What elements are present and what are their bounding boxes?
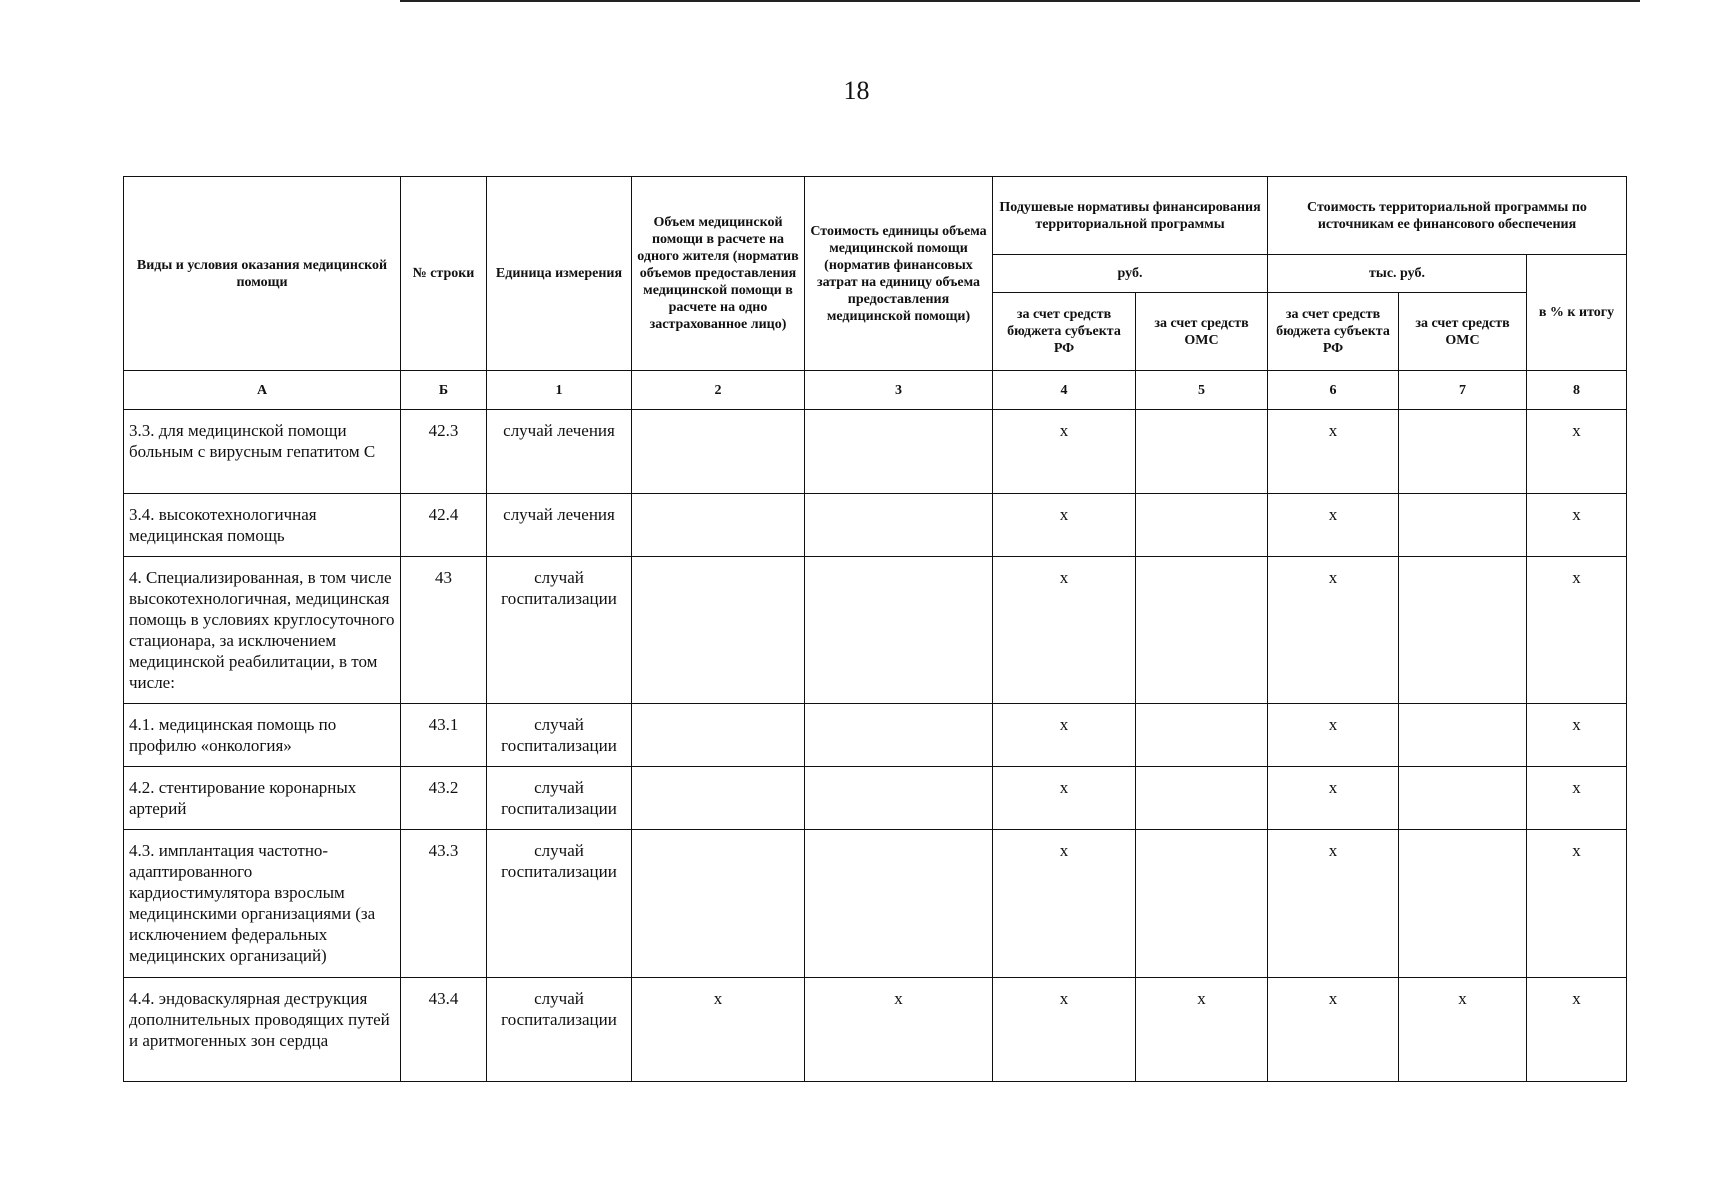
cell-col-3: х <box>805 978 993 1082</box>
index-cell: 6 <box>1268 371 1399 410</box>
page-edge <box>400 0 1640 2</box>
cell-col-3 <box>805 704 993 767</box>
row-number: 42.4 <box>401 494 487 557</box>
cell-col-2 <box>632 557 805 704</box>
cell-col-7 <box>1399 494 1527 557</box>
cell-col-6: х <box>1268 978 1399 1082</box>
row-number: 43.2 <box>401 767 487 830</box>
row-number: 43.1 <box>401 704 487 767</box>
cell-col-8: х <box>1527 978 1627 1082</box>
row-number: 43.4 <box>401 978 487 1082</box>
cell-col-6: х <box>1268 494 1399 557</box>
cell-col-5 <box>1136 830 1268 978</box>
financing-table <box>123 176 1627 1082</box>
cell-col-2 <box>632 494 805 557</box>
cell-col-2 <box>632 767 805 830</box>
cell-col-7 <box>1399 704 1527 767</box>
cell-col-7 <box>1399 767 1527 830</box>
cell-col-4: х <box>993 978 1136 1082</box>
cell-col-5 <box>1136 410 1268 494</box>
cell-col-4: х <box>993 704 1136 767</box>
cell-col-2 <box>632 410 805 494</box>
cell-col-8: х <box>1527 830 1627 978</box>
cell-col-7 <box>1399 410 1527 494</box>
row-unit: случай госпитализации <box>487 767 632 830</box>
cell-col-4: х <box>993 767 1136 830</box>
row-unit: случай госпитализации <box>487 704 632 767</box>
cell-col-5 <box>1136 557 1268 704</box>
row-name: 4. Специализированная, в том числе высокотехнологичная, медицинская помощь в условиях круглосуточного стационара, за исключением медицинской реабилитации, в том числе: <box>124 557 401 704</box>
cell-col-4: х <box>993 410 1136 494</box>
row-name: 4.2. стентирование коронарных артерий <box>124 767 401 830</box>
row-number: 42.3 <box>401 410 487 494</box>
cell-col-5 <box>1136 494 1268 557</box>
header-col-a: Виды и условия оказания медицинской помощи <box>124 177 401 371</box>
row-number: 43.3 <box>401 830 487 978</box>
header-col-5: за счет средств ОМС <box>1136 293 1268 371</box>
table-row <box>124 494 1627 557</box>
header-col-4: за счет средств бюджета субъекта РФ <box>993 293 1136 371</box>
page-number: 18 <box>843 76 870 105</box>
cell-col-8: х <box>1527 410 1627 494</box>
cell-col-2 <box>632 704 805 767</box>
table-row <box>124 978 1627 1082</box>
row-name: 3.3. для медицинской помощи больным с вирусным гепатитом С <box>124 410 401 494</box>
cell-col-3 <box>805 767 993 830</box>
row-number: 43 <box>401 557 487 704</box>
cell-col-4: х <box>993 830 1136 978</box>
cell-col-7 <box>1399 830 1527 978</box>
header-group-per-capita: Подушевые нормативы финансирования территориальной программы <box>993 177 1268 255</box>
index-cell: А <box>124 371 401 410</box>
header-unit-rub: руб. <box>993 255 1268 293</box>
index-cell: Б <box>401 371 487 410</box>
cell-col-4: х <box>993 557 1136 704</box>
cell-col-7 <box>1399 557 1527 704</box>
table-row <box>124 557 1627 704</box>
header-col-1: Единица измерения <box>487 177 632 371</box>
header-col-b: № строки <box>401 177 487 371</box>
cell-col-8: х <box>1527 704 1627 767</box>
cell-col-3 <box>805 494 993 557</box>
header-group-program-cost: Стоимость территориальной программы по источникам ее финансового обеспечения <box>1268 177 1627 255</box>
row-name: 3.4. высокотехнологичная медицинская помощь <box>124 494 401 557</box>
cell-col-6: х <box>1268 410 1399 494</box>
cell-col-5 <box>1136 704 1268 767</box>
table-row <box>124 830 1627 978</box>
row-unit: случай госпитализации <box>487 557 632 704</box>
table-row <box>124 410 1627 494</box>
cell-col-8: х <box>1527 767 1627 830</box>
index-cell: 2 <box>632 371 805 410</box>
cell-col-2 <box>632 830 805 978</box>
row-unit: случай госпитализации <box>487 978 632 1082</box>
cell-col-8: х <box>1527 557 1627 704</box>
cell-col-3 <box>805 830 993 978</box>
cell-col-3 <box>805 557 993 704</box>
table-row <box>124 767 1627 830</box>
cell-col-8: х <box>1527 494 1627 557</box>
cell-col-4: х <box>993 494 1136 557</box>
row-unit: случай лечения <box>487 494 632 557</box>
header-unit-thousand-rub: тыс. руб. <box>1268 255 1527 293</box>
header-col-6: за счет средств бюджета субъекта РФ <box>1268 293 1399 371</box>
cell-col-5: х <box>1136 978 1268 1082</box>
cell-col-7: х <box>1399 978 1527 1082</box>
table-row <box>124 704 1627 767</box>
row-name: 4.3. имплантация частотно-адаптированного кардиостимулятора взрослым медицинскими организациями (за исключением федеральных медицинских организаций) <box>124 830 401 978</box>
index-cell: 1 <box>487 371 632 410</box>
cell-col-3 <box>805 410 993 494</box>
header-col-8: в % к итогу <box>1527 255 1627 371</box>
index-cell: 4 <box>993 371 1136 410</box>
row-unit: случай лечения <box>487 410 632 494</box>
cell-col-6: х <box>1268 767 1399 830</box>
index-cell: 5 <box>1136 371 1268 410</box>
row-name: 4.4. эндоваскулярная деструкция дополнительных проводящих путей и аритмогенных зон сердца <box>124 978 401 1082</box>
cell-col-6: х <box>1268 557 1399 704</box>
header-col-2: Объем медицинской помощи в расчете на одного жителя (норматив объемов предоставления медицинской помощи в расчете на одно застрахованное лицо) <box>632 177 805 371</box>
header-col-7: за счет средств ОМС <box>1399 293 1527 371</box>
row-unit: случай госпитализации <box>487 830 632 978</box>
cell-col-6: х <box>1268 704 1399 767</box>
header-col-3: Стоимость единицы объема медицинской помощи (норматив финансовых затрат на единицу объема предоставления медицинской помощи) <box>805 177 993 371</box>
cell-col-2: х <box>632 978 805 1082</box>
cell-col-5 <box>1136 767 1268 830</box>
cell-col-6: х <box>1268 830 1399 978</box>
index-cell: 8 <box>1527 371 1627 410</box>
row-name: 4.1. медицинская помощь по профилю «онкология» <box>124 704 401 767</box>
index-cell: 7 <box>1399 371 1527 410</box>
index-cell: 3 <box>805 371 993 410</box>
